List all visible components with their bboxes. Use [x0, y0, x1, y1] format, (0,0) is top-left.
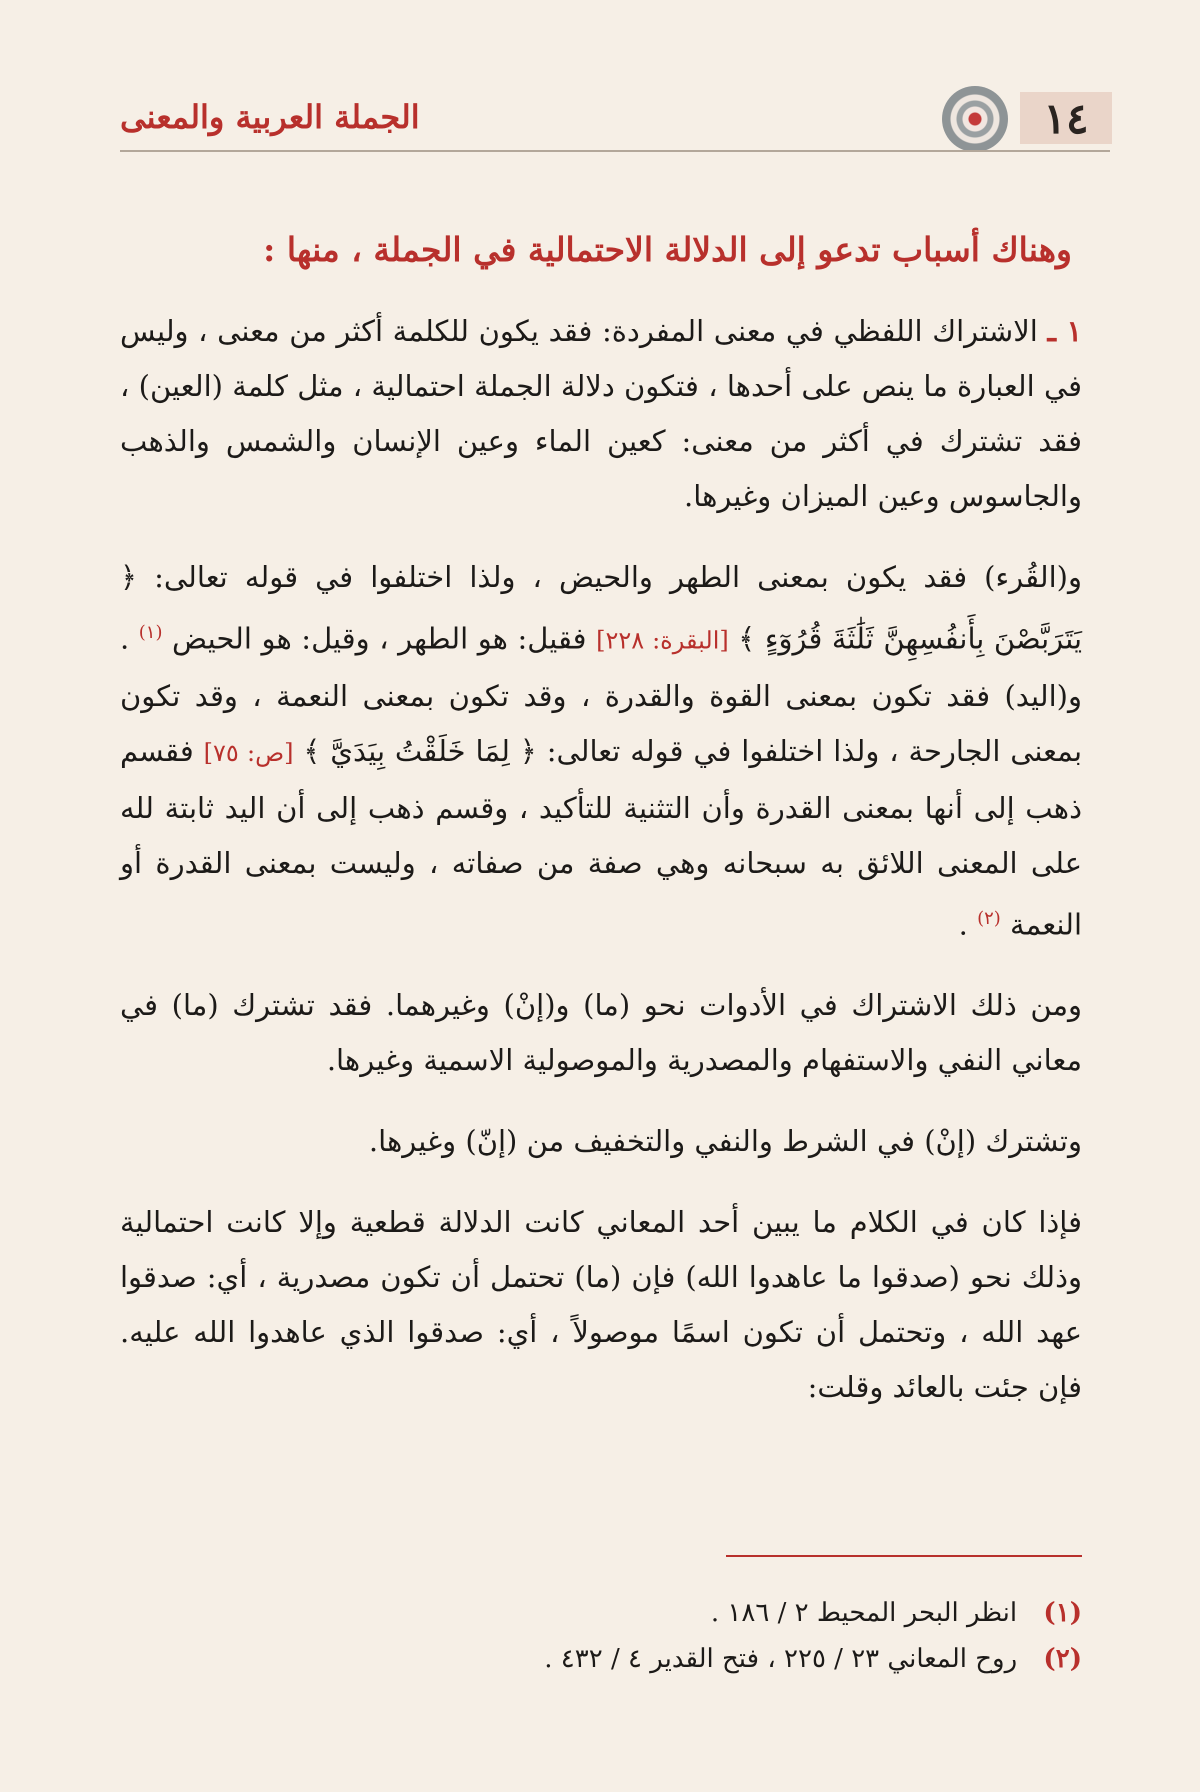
running-title: الجملة العربية والمعنى: [120, 98, 420, 136]
footnote-divider: [726, 1555, 1082, 1557]
paragraph-2-part5: .: [958, 907, 968, 942]
footnote-1-text: انظر البحر المحيط ٢ / ١٨٦ .: [710, 1598, 1018, 1628]
paragraph-1-text: الاشتراك اللفظي في معنى المفردة: فقد يكون للكلمة أكثر من معنى ، وليس في العبارة ما ينص على أحدها ، فتكون دلالة الجملة احتمالية ، مثل كلمة (العين) ، فقد تشترك في أكثر من معنى: كعين الماء وعين الإنسان والشمس والذهب والجاسوس وعين الميزان وغيرها.: [120, 314, 1082, 513]
rosette-ornament-icon: [942, 86, 1008, 152]
quran-verse-1: ﴿ يَتَرَبَّصْنَ بِأَنفُسِهِنَّ ثَلَٰثَةَ قُرُوٓءٍ ﴾: [120, 560, 1083, 656]
footnote-1-mark: (١): [1043, 1598, 1082, 1628]
footnotes: [120, 1590, 1082, 1682]
paragraph-2-part1: و(القُرء) فقد يكون بمعنى الطهر والحيض ، ولذا اختلفوا في قوله تعالى:: [154, 560, 1082, 594]
verse-reference-2: [ص: ٧٥]: [203, 738, 294, 767]
paragraph-5: فإذا كان في الكلام ما يبين أحد المعاني كانت الدلالة قطعية وإلا كانت احتمالية وذلك نحو (صدقوا ما عاهدوا الله) فإن (ما) تحتمل أن تكون مصدرية ، أي: صدقوا عهد الله ، وتحتمل أن تكون اسمًا موصولاً ، أي: صدقوا الذي عاهدوا الله عليه. فإن جئت بالعائد وقلت:: [120, 1205, 1082, 1405]
paragraph-2-part4: فقسم ذهب إلى أنها بمعنى القدرة وأن التثنية للتأكيد ، وقسم ذهب إلى أن اليد ثابتة لله على المعنى اللائق به سبحانه وهي صفة من صفاته ، وليست بمعنى القدرة أو النعمة: [120, 733, 1082, 942]
item-number: ١ ـ: [1047, 314, 1083, 348]
footnote-2-mark: (٢): [1043, 1644, 1082, 1674]
footnote-ref-1[interactable]: (١): [138, 622, 163, 643]
paragraph-1: [120, 304, 1082, 524]
section-heading: وهناك أسباب تدعو إلى الدلالة الاحتمالية في الجملة ، منها :: [263, 230, 1072, 269]
paragraph-2-part2: فقيل: هو الطهر ، وقيل: هو الحيض: [172, 621, 587, 656]
page-number-box: [1020, 92, 1112, 144]
header-divider: [120, 150, 1110, 152]
paragraph-4: وتشترك (إنْ) في الشرط والنفي والتخفيف من (إنّ) وغيرها.: [368, 1124, 1082, 1159]
footnote-2: [120, 1636, 1082, 1682]
footnote-1: [120, 1590, 1082, 1636]
verse-reference-1: [البقرة: ٢٢٨]: [596, 626, 729, 655]
footnote-ref-2[interactable]: (٢): [977, 907, 1001, 929]
main-text: [120, 222, 1082, 1441]
paragraph-3: ومن ذلك الاشتراك في الأدوات نحو (ما) و(إنْ) وغيرهما. فقد تشترك (ما) في معاني النفي والاستفهام والمصدرية والموصولية الاسمية وغيرها.: [120, 988, 1082, 1078]
quran-verse-2: ﴿ لِمَا خَلَقْتُ بِيَدَيَّ ﴾: [303, 733, 537, 768]
paragraph-2: [120, 550, 1082, 952]
footnote-2-text: روح المعاني ٢٣ / ٢٢٥ ، فتح القدير ٤ / ٤٣٢ .: [544, 1644, 1018, 1674]
paragraph-2-part3: . و(اليد) فقد تكون بمعنى القوة والقدرة ، وقد تكون بمعنى النعمة ، وقد تكون بمعنى الجارحة ، ولذا اختلفوا في قوله تعالى:: [120, 621, 1083, 768]
page-number: ١٤: [1043, 93, 1089, 143]
